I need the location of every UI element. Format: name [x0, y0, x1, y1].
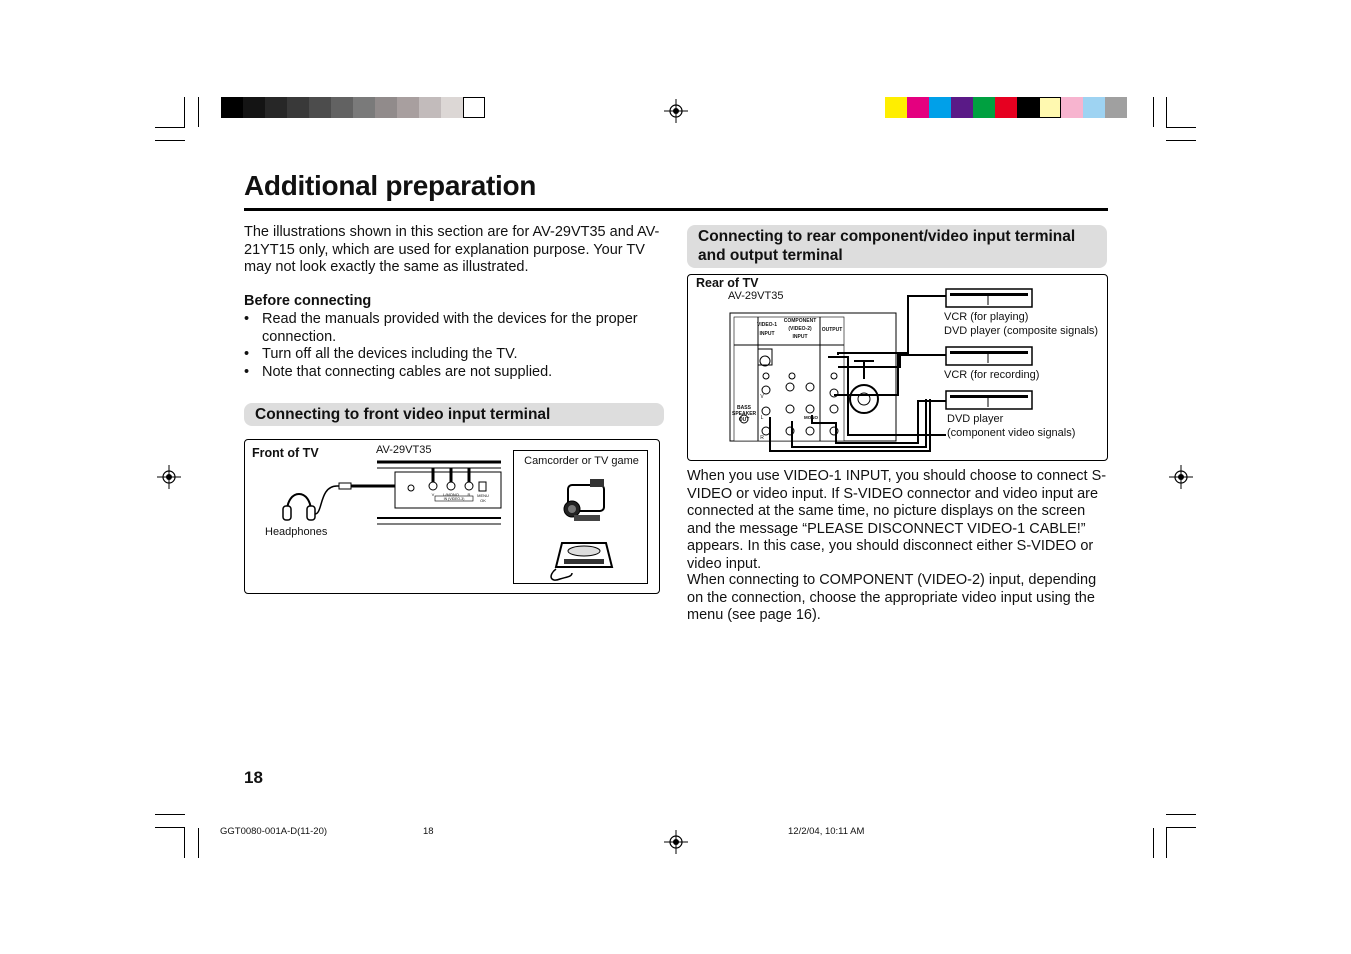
- rear-connection-diagram: [687, 274, 1108, 461]
- registration-mark-icon: [1169, 465, 1193, 489]
- panel-lmono-label: L/MONO: [443, 492, 459, 497]
- title-rule: [244, 208, 1108, 211]
- registration-mark-icon: [664, 99, 688, 123]
- color-swatch: [885, 97, 907, 118]
- color-swatch: [951, 97, 973, 118]
- color-swatch: [287, 97, 309, 118]
- front-section-heading: Connecting to front video input terminal: [244, 403, 664, 426]
- color-swatch: [1083, 97, 1105, 118]
- color-swatch: [441, 97, 463, 118]
- color-swatch: [221, 97, 243, 118]
- color-swatch: [243, 97, 265, 118]
- dvd-composite-label: DVD player (composite signals): [944, 325, 1099, 337]
- bass-out-label: OUT: [738, 417, 750, 423]
- page-title: Additional preparation: [244, 170, 537, 201]
- game-console-icon: [514, 451, 649, 585]
- color-swatch: [1105, 97, 1127, 118]
- registration-mark-icon: [157, 465, 181, 489]
- color-swatch: [265, 97, 287, 118]
- footer-doc-code: GGT0080-001A-D(11-20): [220, 826, 328, 837]
- panel-menu-label: MENU: [477, 493, 489, 498]
- color-swatch: [1061, 97, 1083, 118]
- dvd-player-icon: [946, 391, 1032, 409]
- mono-label: MONO: [804, 415, 818, 420]
- headphones-label: Headphones: [265, 526, 328, 538]
- color-swatch: [995, 97, 1017, 118]
- rear-v-label: V: [760, 394, 764, 400]
- color-swatch: [309, 97, 331, 118]
- vcr-recording-label: VCR (for recording): [944, 369, 1040, 381]
- video1-input-label: INPUT: [759, 331, 775, 337]
- dvd-player-label: DVD player: [947, 413, 1004, 425]
- vcr-recording-icon: [946, 347, 1032, 365]
- color-swatch: [353, 97, 375, 118]
- front-of-tv-label: Front of TV: [252, 446, 319, 460]
- color-swatch: [397, 97, 419, 118]
- front-connection-diagram: [244, 439, 660, 594]
- video1-label: VIDEO-1: [757, 322, 778, 328]
- headphones-icon: [283, 494, 315, 520]
- color-swatch: [907, 97, 929, 118]
- footer-timestamp: 12/2/04, 10:11 AM: [788, 826, 865, 837]
- vcr-playing-icon: [946, 289, 1032, 307]
- list-item: • Note that connecting cables are not supplied.: [244, 364, 664, 382]
- panel-r-label: R: [467, 492, 471, 497]
- rear-l-label: L: [760, 415, 764, 421]
- video2-label: (VIDEO-2): [788, 326, 812, 332]
- front-model-label: AV-29VT35: [376, 444, 432, 456]
- registration-mark-icon: [664, 830, 688, 854]
- output-label: OUTPUT: [821, 327, 843, 333]
- color-swatch: [1017, 97, 1039, 118]
- page-number: 18: [244, 768, 263, 787]
- dvd-component-label: (component video signals): [947, 427, 1076, 439]
- color-swatch: [375, 97, 397, 118]
- component-input-label: INPUT: [792, 334, 808, 340]
- color-swatch: [1039, 97, 1061, 118]
- color-swatch: [419, 97, 441, 118]
- color-swatch: [463, 97, 485, 118]
- camcorder-box: [513, 450, 648, 584]
- footer-page: 18: [423, 826, 434, 837]
- before-connecting-heading: Before connecting: [244, 293, 372, 309]
- rear-section-heading: Connecting to rear component/video input terminal and output terminal: [687, 225, 1107, 268]
- list-item: • Turn off all the devices including the TV.: [244, 346, 664, 364]
- panel-video3-label: IN (VIDEO-3): [443, 497, 465, 501]
- precaution-list: [244, 311, 664, 381]
- rear-of-tv-label: Rear of TV: [696, 276, 759, 290]
- color-swatch: [973, 97, 995, 118]
- intro-paragraph: The illustrations shown in this section are for AV-29VT35 and AV-21YT15 only, which are used for explanation purpose. Your TV may not look exactly the same as illustrated.: [244, 224, 660, 275]
- bass-label: BASS: [737, 405, 751, 411]
- rear-model-label: AV-29VT35: [728, 290, 784, 302]
- vcr-playing-label: VCR (for playing): [944, 311, 1029, 323]
- speaker-label: SPEAKER: [732, 411, 757, 417]
- panel-v-label: V: [431, 492, 435, 497]
- component-label: COMPONENT: [783, 318, 817, 324]
- color-swatch: [929, 97, 951, 118]
- rear-r-label: R: [760, 435, 764, 441]
- body-paragraph-2: When connecting to COMPONENT (VIDEO-2) input, depending on the connection, choose the appropriate video input using the menu (see page 16).: [687, 572, 1097, 623]
- color-swatch: [331, 97, 353, 118]
- body-paragraph-1: When you use VIDEO-1 INPUT, you should choose to connect S-VIDEO or video input. If S-VIDEO connector and video input are connected at the same time, no picture displays on the screen and the message “PLEASE DISCONNECT VIDEO-1 CABLE!” appears. In this case, you should disconnect either S-VIDEO or video input.: [687, 468, 1107, 572]
- panel-ok-label: OK: [480, 498, 486, 503]
- camcorder-label: Camcorder or TV game: [524, 455, 639, 467]
- list-item: • Read the manuals provided with the devices for the proper connection.: [244, 311, 664, 346]
